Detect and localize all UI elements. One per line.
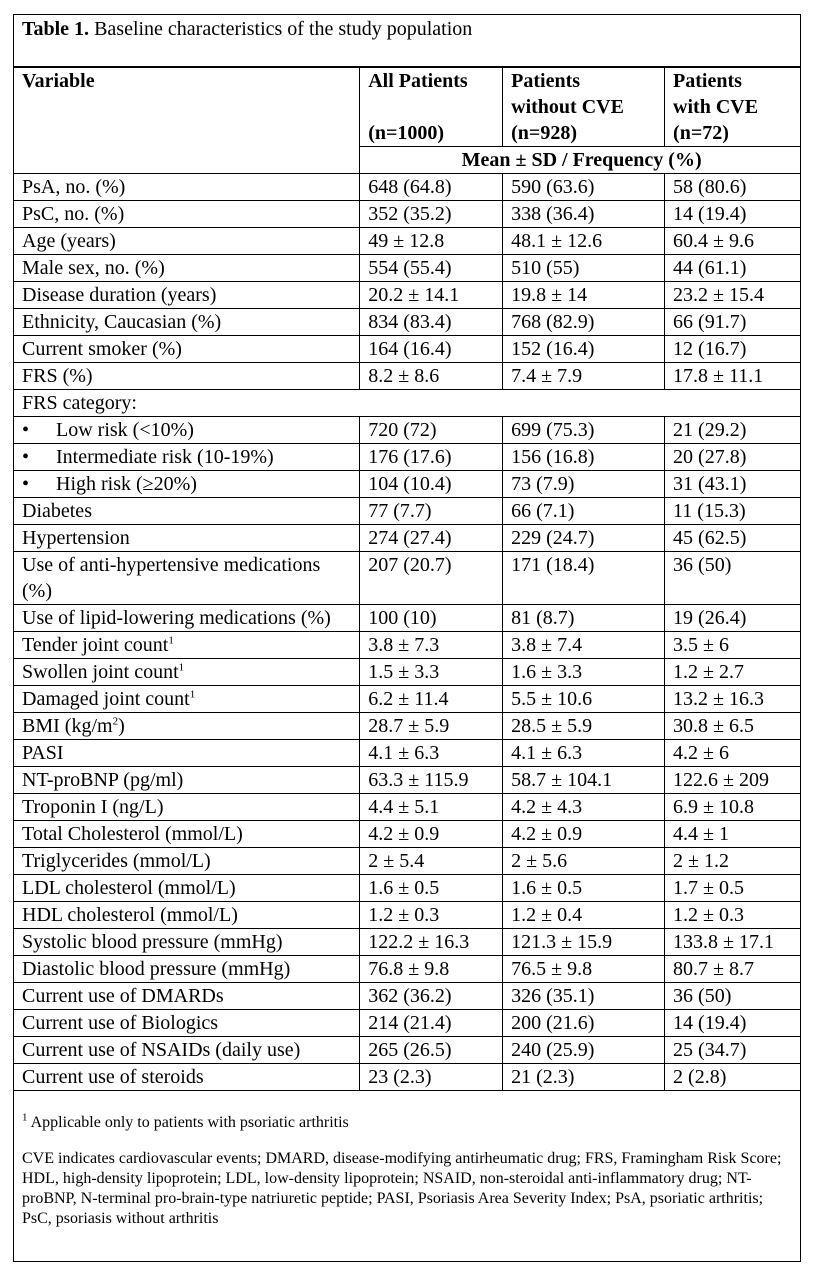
- all-patients-cell: 176 (17.6): [360, 444, 503, 471]
- table-row: [14, 740, 801, 767]
- table-row: [14, 605, 801, 632]
- all-patients-cell: 4.2 ± 0.9: [360, 821, 503, 848]
- without-cve-cell: 48.1 ± 12.6: [503, 228, 665, 255]
- table-row: [14, 444, 801, 471]
- with-cve-cell: 66 (91.7): [665, 309, 801, 336]
- variable-cell: Triglycerides (mmol/L): [14, 848, 360, 875]
- without-cve-cell: 768 (82.9): [503, 309, 665, 336]
- table-row: [14, 309, 801, 336]
- caption-text: Baseline characteristics of the study population: [89, 18, 473, 40]
- subheader: Mean ± SD / Frequency (%): [360, 147, 801, 174]
- with-cve-cell: 2 ± 1.2: [665, 848, 801, 875]
- without-cve-cell: 4.2 ± 0.9: [503, 821, 665, 848]
- variable-cell: Disease duration (years): [14, 282, 360, 309]
- table-row: [14, 1037, 801, 1064]
- all-patients-cell: 100 (10): [360, 605, 503, 632]
- table-row: [14, 659, 801, 686]
- variable-cell: • Intermediate risk (10-19%): [14, 444, 360, 471]
- table-row: [14, 552, 801, 605]
- with-cve-cell: 2 (2.8): [665, 1064, 801, 1091]
- with-cve-cell: 58 (80.6): [665, 174, 801, 201]
- without-cve-cell: 240 (25.9): [503, 1037, 665, 1064]
- with-cve-cell: 31 (43.1): [665, 471, 801, 498]
- variable-cell: Tender joint count$^1$: [14, 632, 360, 659]
- without-cve-cell: 171 (18.4): [503, 552, 665, 605]
- with-cve-cell: 19 (26.4): [665, 605, 801, 632]
- table-document: [13, 14, 801, 1262]
- table-row: [14, 363, 801, 390]
- with-cve-cell: 4.2 ± 6: [665, 740, 801, 767]
- table-row: [14, 255, 801, 282]
- variable-cell: Current use of steroids: [14, 1064, 360, 1091]
- all-patients-cell: 164 (16.4): [360, 336, 503, 363]
- table-row: [14, 1064, 801, 1091]
- header-row: [14, 68, 801, 147]
- without-cve-cell: 200 (21.6): [503, 1010, 665, 1037]
- table-row: [14, 821, 801, 848]
- table-row: [14, 201, 801, 228]
- variable-cell: Current use of Biologics: [14, 1010, 360, 1037]
- all-patients-cell: 352 (35.2): [360, 201, 503, 228]
- variable-cell: Age (years): [14, 228, 360, 255]
- variable-cell: PsA, no. (%): [14, 174, 360, 201]
- bullet-icon: •: [22, 473, 30, 495]
- all-patients-cell: 63.3 ± 115.9: [360, 767, 503, 794]
- variable-cell: Current use of DMARDs: [14, 983, 360, 1010]
- table-row: [14, 929, 801, 956]
- variable-cell: FRS (%): [14, 363, 360, 390]
- variable-cell: HDL cholesterol (mmol/L): [14, 902, 360, 929]
- table-body: [14, 174, 801, 1091]
- without-cve-cell: 590 (63.6): [503, 174, 665, 201]
- variable-cell: Current use of NSAIDs (daily use): [14, 1037, 360, 1064]
- table-row: [14, 794, 801, 821]
- variable-cell: Current smoker (%): [14, 336, 360, 363]
- table-caption: [14, 15, 800, 67]
- with-cve-cell: 45 (62.5): [665, 525, 801, 552]
- all-patients-cell: 720 (72): [360, 417, 503, 444]
- frs-category-row: [14, 390, 801, 417]
- without-cve-cell: 76.5 ± 9.8: [503, 956, 665, 983]
- header-variable: Variable: [14, 68, 360, 174]
- all-patients-cell: 265 (26.5): [360, 1037, 503, 1064]
- all-patients-cell: 834 (83.4): [360, 309, 503, 336]
- all-patients-cell: 104 (10.4): [360, 471, 503, 498]
- table-row: [14, 1010, 801, 1037]
- all-patients-cell: 77 (7.7): [360, 498, 503, 525]
- with-cve-cell: 14 (19.4): [665, 201, 801, 228]
- footnotes: [14, 1091, 800, 1229]
- variable-cell: Troponin I (ng/L): [14, 794, 360, 821]
- header-with-cve: Patients with CVE (n=72): [665, 68, 801, 147]
- table-row: [14, 848, 801, 875]
- with-cve-cell: 14 (19.4): [665, 1010, 801, 1037]
- with-cve-cell: 122.6 ± 209: [665, 767, 801, 794]
- table-row: [14, 336, 801, 363]
- all-patients-cell: 207 (20.7): [360, 552, 503, 605]
- without-cve-cell: 156 (16.8): [503, 444, 665, 471]
- without-cve-cell: 1.2 ± 0.4: [503, 902, 665, 929]
- all-patients-cell: 28.7 ± 5.9: [360, 713, 503, 740]
- with-cve-cell: 1.2 ± 2.7: [665, 659, 801, 686]
- baseline-table: [13, 67, 801, 1091]
- without-cve-cell: 1.6 ± 0.5: [503, 875, 665, 902]
- table-row: [14, 956, 801, 983]
- without-cve-cell: 73 (7.9): [503, 471, 665, 498]
- without-cve-cell: 326 (35.1): [503, 983, 665, 1010]
- all-patients-cell: 23 (2.3): [360, 1064, 503, 1091]
- table-row: [14, 632, 801, 659]
- variable-cell: Damaged joint count$^1$: [14, 686, 360, 713]
- bullet-icon: •: [22, 419, 30, 441]
- with-cve-cell: 44 (61.1): [665, 255, 801, 282]
- with-cve-cell: 80.7 ± 8.7: [665, 956, 801, 983]
- table-row: [14, 875, 801, 902]
- all-patients-cell: 1.5 ± 3.3: [360, 659, 503, 686]
- all-patients-cell: 1.6 ± 0.5: [360, 875, 503, 902]
- without-cve-cell: 4.1 ± 6.3: [503, 740, 665, 767]
- variable-cell: Total Cholesterol (mmol/L): [14, 821, 360, 848]
- all-patients-cell: 2 ± 5.4: [360, 848, 503, 875]
- all-patients-cell: 6.2 ± 11.4: [360, 686, 503, 713]
- with-cve-cell: 17.8 ± 11.1: [665, 363, 801, 390]
- with-cve-cell: 20 (27.8): [665, 444, 801, 471]
- variable-cell: Use of lipid-lowering medications (%): [14, 605, 360, 632]
- caption-label: Table 1.: [22, 18, 90, 40]
- all-patients-cell: 3.8 ± 7.3: [360, 632, 503, 659]
- without-cve-cell: 338 (36.4): [503, 201, 665, 228]
- all-patients-cell: 122.2 ± 16.3: [360, 929, 503, 956]
- all-patients-cell: 8.2 ± 8.6: [360, 363, 503, 390]
- variable-cell: PsC, no. (%): [14, 201, 360, 228]
- without-cve-cell: 699 (75.3): [503, 417, 665, 444]
- variable-cell: Male sex, no. (%): [14, 255, 360, 282]
- table-row: [14, 525, 801, 552]
- table-row: [14, 174, 801, 201]
- variable-cell: Hypertension: [14, 525, 360, 552]
- without-cve-cell: 66 (7.1): [503, 498, 665, 525]
- without-cve-cell: 4.2 ± 4.3: [503, 794, 665, 821]
- without-cve-cell: 121.3 ± 15.9: [503, 929, 665, 956]
- with-cve-cell: 11 (15.3): [665, 498, 801, 525]
- without-cve-cell: 510 (55): [503, 255, 665, 282]
- all-patients-cell: 554 (55.4): [360, 255, 503, 282]
- with-cve-cell: 25 (34.7): [665, 1037, 801, 1064]
- variable-cell: • High risk (≥20%): [14, 471, 360, 498]
- variable-cell: PASI: [14, 740, 360, 767]
- all-patients-cell: 274 (27.4): [360, 525, 503, 552]
- table-row: [14, 471, 801, 498]
- with-cve-cell: 23.2 ± 15.4: [665, 282, 801, 309]
- bullet-icon: •: [22, 446, 30, 468]
- with-cve-cell: 3.5 ± 6: [665, 632, 801, 659]
- without-cve-cell: 152 (16.4): [503, 336, 665, 363]
- without-cve-cell: 19.8 ± 14: [503, 282, 665, 309]
- header-all-patients: All Patients (n=1000): [360, 68, 503, 147]
- frs-category-label: FRS category:: [14, 390, 801, 417]
- header-without-cve: Patients without CVE (n=928): [503, 68, 665, 147]
- variable-cell: NT-proBNP (pg/ml): [14, 767, 360, 794]
- variable-cell: • Low risk (<10%): [14, 417, 360, 444]
- with-cve-cell: 1.2 ± 0.3: [665, 902, 801, 929]
- table-row: [14, 983, 801, 1010]
- with-cve-cell: 1.7 ± 0.5: [665, 875, 801, 902]
- all-patients-cell: 4.4 ± 5.1: [360, 794, 503, 821]
- table-row: [14, 498, 801, 525]
- abbreviations-note: CVE indicates cardiovascular events; DMARD, disease-modifying antirheumatic drug; FRS, Framingham Risk Score; HDL, high-density lipoprotein; LDL, low-density lipoprotein; NSAID, non-steroidal anti-inflammatory drug; NT-proBNP, N-terminal pro-brain-type natriuretic peptide; PASI, Psoriasis Area Severity Index; PsA, psoriatic arthritis; PsC, psoriasis without arthritis: [22, 1150, 782, 1227]
- with-cve-cell: 60.4 ± 9.6: [665, 228, 801, 255]
- without-cve-cell: 3.8 ± 7.4: [503, 632, 665, 659]
- all-patients-cell: 214 (21.4): [360, 1010, 503, 1037]
- with-cve-cell: 36 (50): [665, 552, 801, 605]
- without-cve-cell: 28.5 ± 5.9: [503, 713, 665, 740]
- variable-cell: Swollen joint count$^1$: [14, 659, 360, 686]
- variable-cell: Diastolic blood pressure (mmHg): [14, 956, 360, 983]
- without-cve-cell: 1.6 ± 3.3: [503, 659, 665, 686]
- with-cve-cell: 13.2 ± 16.3: [665, 686, 801, 713]
- with-cve-cell: 6.9 ± 10.8: [665, 794, 801, 821]
- all-patients-cell: 76.8 ± 9.8: [360, 956, 503, 983]
- with-cve-cell: 12 (16.7): [665, 336, 801, 363]
- all-patients-cell: 49 ± 12.8: [360, 228, 503, 255]
- variable-cell: Ethnicity, Caucasian (%): [14, 309, 360, 336]
- without-cve-cell: 2 ± 5.6: [503, 848, 665, 875]
- table-row: [14, 767, 801, 794]
- without-cve-cell: 58.7 ± 104.1: [503, 767, 665, 794]
- without-cve-cell: 21 (2.3): [503, 1064, 665, 1091]
- all-patients-cell: 648 (64.8): [360, 174, 503, 201]
- footnote-1: $^1$ Applicable only to patients with psoriatic arthritis: [22, 1111, 349, 1131]
- with-cve-cell: 133.8 ± 17.1: [665, 929, 801, 956]
- without-cve-cell: 5.5 ± 10.6: [503, 686, 665, 713]
- with-cve-cell: 21 (29.2): [665, 417, 801, 444]
- without-cve-cell: 229 (24.7): [503, 525, 665, 552]
- variable-cell: Systolic blood pressure (mmHg): [14, 929, 360, 956]
- variable-cell: BMI $(kg/m^2)$: [14, 713, 360, 740]
- all-patients-cell: 4.1 ± 6.3: [360, 740, 503, 767]
- without-cve-cell: 81 (8.7): [503, 605, 665, 632]
- all-patients-cell: 20.2 ± 14.1: [360, 282, 503, 309]
- table-row: [14, 713, 801, 740]
- with-cve-cell: 30.8 ± 6.5: [665, 713, 801, 740]
- without-cve-cell: 7.4 ± 7.9: [503, 363, 665, 390]
- variable-cell: LDL cholesterol (mmol/L): [14, 875, 360, 902]
- all-patients-cell: 1.2 ± 0.3: [360, 902, 503, 929]
- with-cve-cell: 4.4 ± 1: [665, 821, 801, 848]
- table-row: [14, 417, 801, 444]
- with-cve-cell: 36 (50): [665, 983, 801, 1010]
- table-row: [14, 686, 801, 713]
- all-patients-cell: 362 (36.2): [360, 983, 503, 1010]
- variable-cell: Diabetes: [14, 498, 360, 525]
- variable-cell: Use of anti-hypertensive medications (%): [14, 552, 360, 605]
- table-row: [14, 228, 801, 255]
- table-row: [14, 902, 801, 929]
- table-row: [14, 282, 801, 309]
